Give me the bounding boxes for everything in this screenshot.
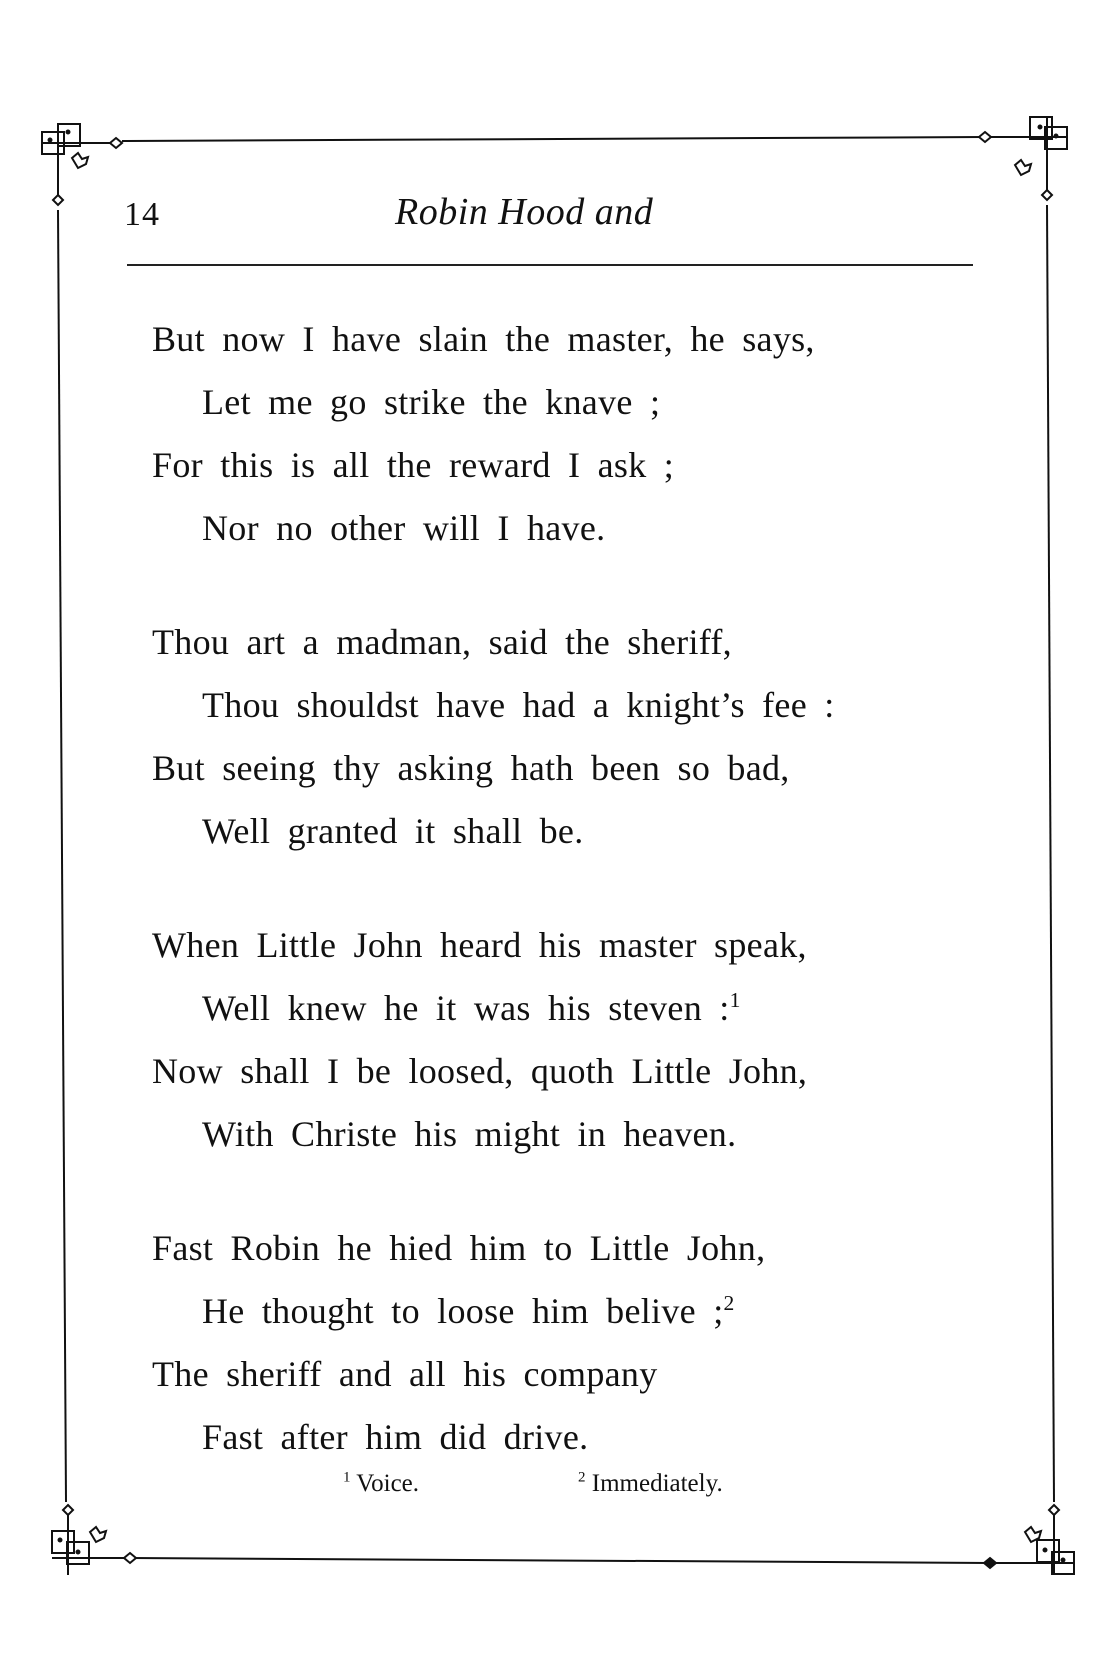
verse-line [152,371,982,434]
footnote-reference: 2 [723,1291,735,1315]
verse-line [152,1280,982,1343]
verse-text: Thou art a madman, said the sheriff, [152,622,732,662]
verse-line [152,800,982,863]
stanza-1 [152,308,982,560]
page-number: 14 [124,196,160,233]
verse-line [152,977,982,1040]
footnote-text: Immediately. [585,1470,723,1497]
frame-bottom-rule [130,1558,990,1563]
verse-text: Well granted it shall be. [202,811,584,851]
verse-text: With Christe his might in heaven. [202,1114,737,1154]
corner-ornament-top-left [42,124,122,205]
verse-text: For this is all the reward I ask ; [152,445,675,485]
verse-text: He thought to loose him belive ; [202,1291,724,1331]
frame-top-rule [122,137,985,141]
footnote-mark: 2 [578,1469,586,1486]
footnote-reference: 1 [729,988,741,1012]
running-title: Robin Hood and [395,191,654,233]
footnote-2 [578,1470,723,1498]
verse-line [152,737,982,800]
verse-line [152,308,982,371]
corner-ornament-bottom-left [52,1505,136,1575]
verse-line [152,1343,982,1406]
verse-text: Well knew he it was his steven : [202,988,730,1028]
footnote-mark: 1 [343,1469,351,1486]
footnote-1 [343,1470,419,1498]
verse-line [152,1103,982,1166]
header-rule [127,264,973,266]
verse-text: Fast Robin he hied him to Little John, [152,1228,766,1268]
stanza-2 [152,611,982,863]
verse-line [152,1040,982,1103]
verse-text: Thou shouldst have had a knight’s fee : [202,685,835,725]
frame-left-rule [58,210,66,1502]
verse-text: The sheriff and all his company [152,1354,658,1394]
verse-line [152,1217,982,1280]
stanza-3 [152,914,982,1166]
verse-text: When Little John heard his master speak, [152,925,807,965]
verse-line [152,674,982,737]
verse-line [152,914,982,977]
verse-text: Nor no other will I have. [202,508,606,548]
verse-text: But seeing thy asking hath been so bad, [152,748,790,788]
corner-ornament-top-right [979,117,1067,200]
verse-line [152,611,982,674]
footnote-text: Voice. [350,1470,420,1497]
verse-text: Now shall I be loosed, quoth Little John, [152,1051,808,1091]
verse-line [152,1406,982,1469]
frame-right-rule [1047,205,1054,1502]
verse-line [152,434,982,497]
verse-text: Let me go strike the knave ; [202,382,661,422]
verse-text: But now I have slain the master, he says, [152,319,815,359]
stanza-4 [152,1217,982,1469]
verse-line [152,497,982,560]
verse-text: Fast after him did drive. [202,1417,589,1457]
poem-body [152,308,982,1520]
corner-ornament-bottom-right [984,1505,1074,1575]
